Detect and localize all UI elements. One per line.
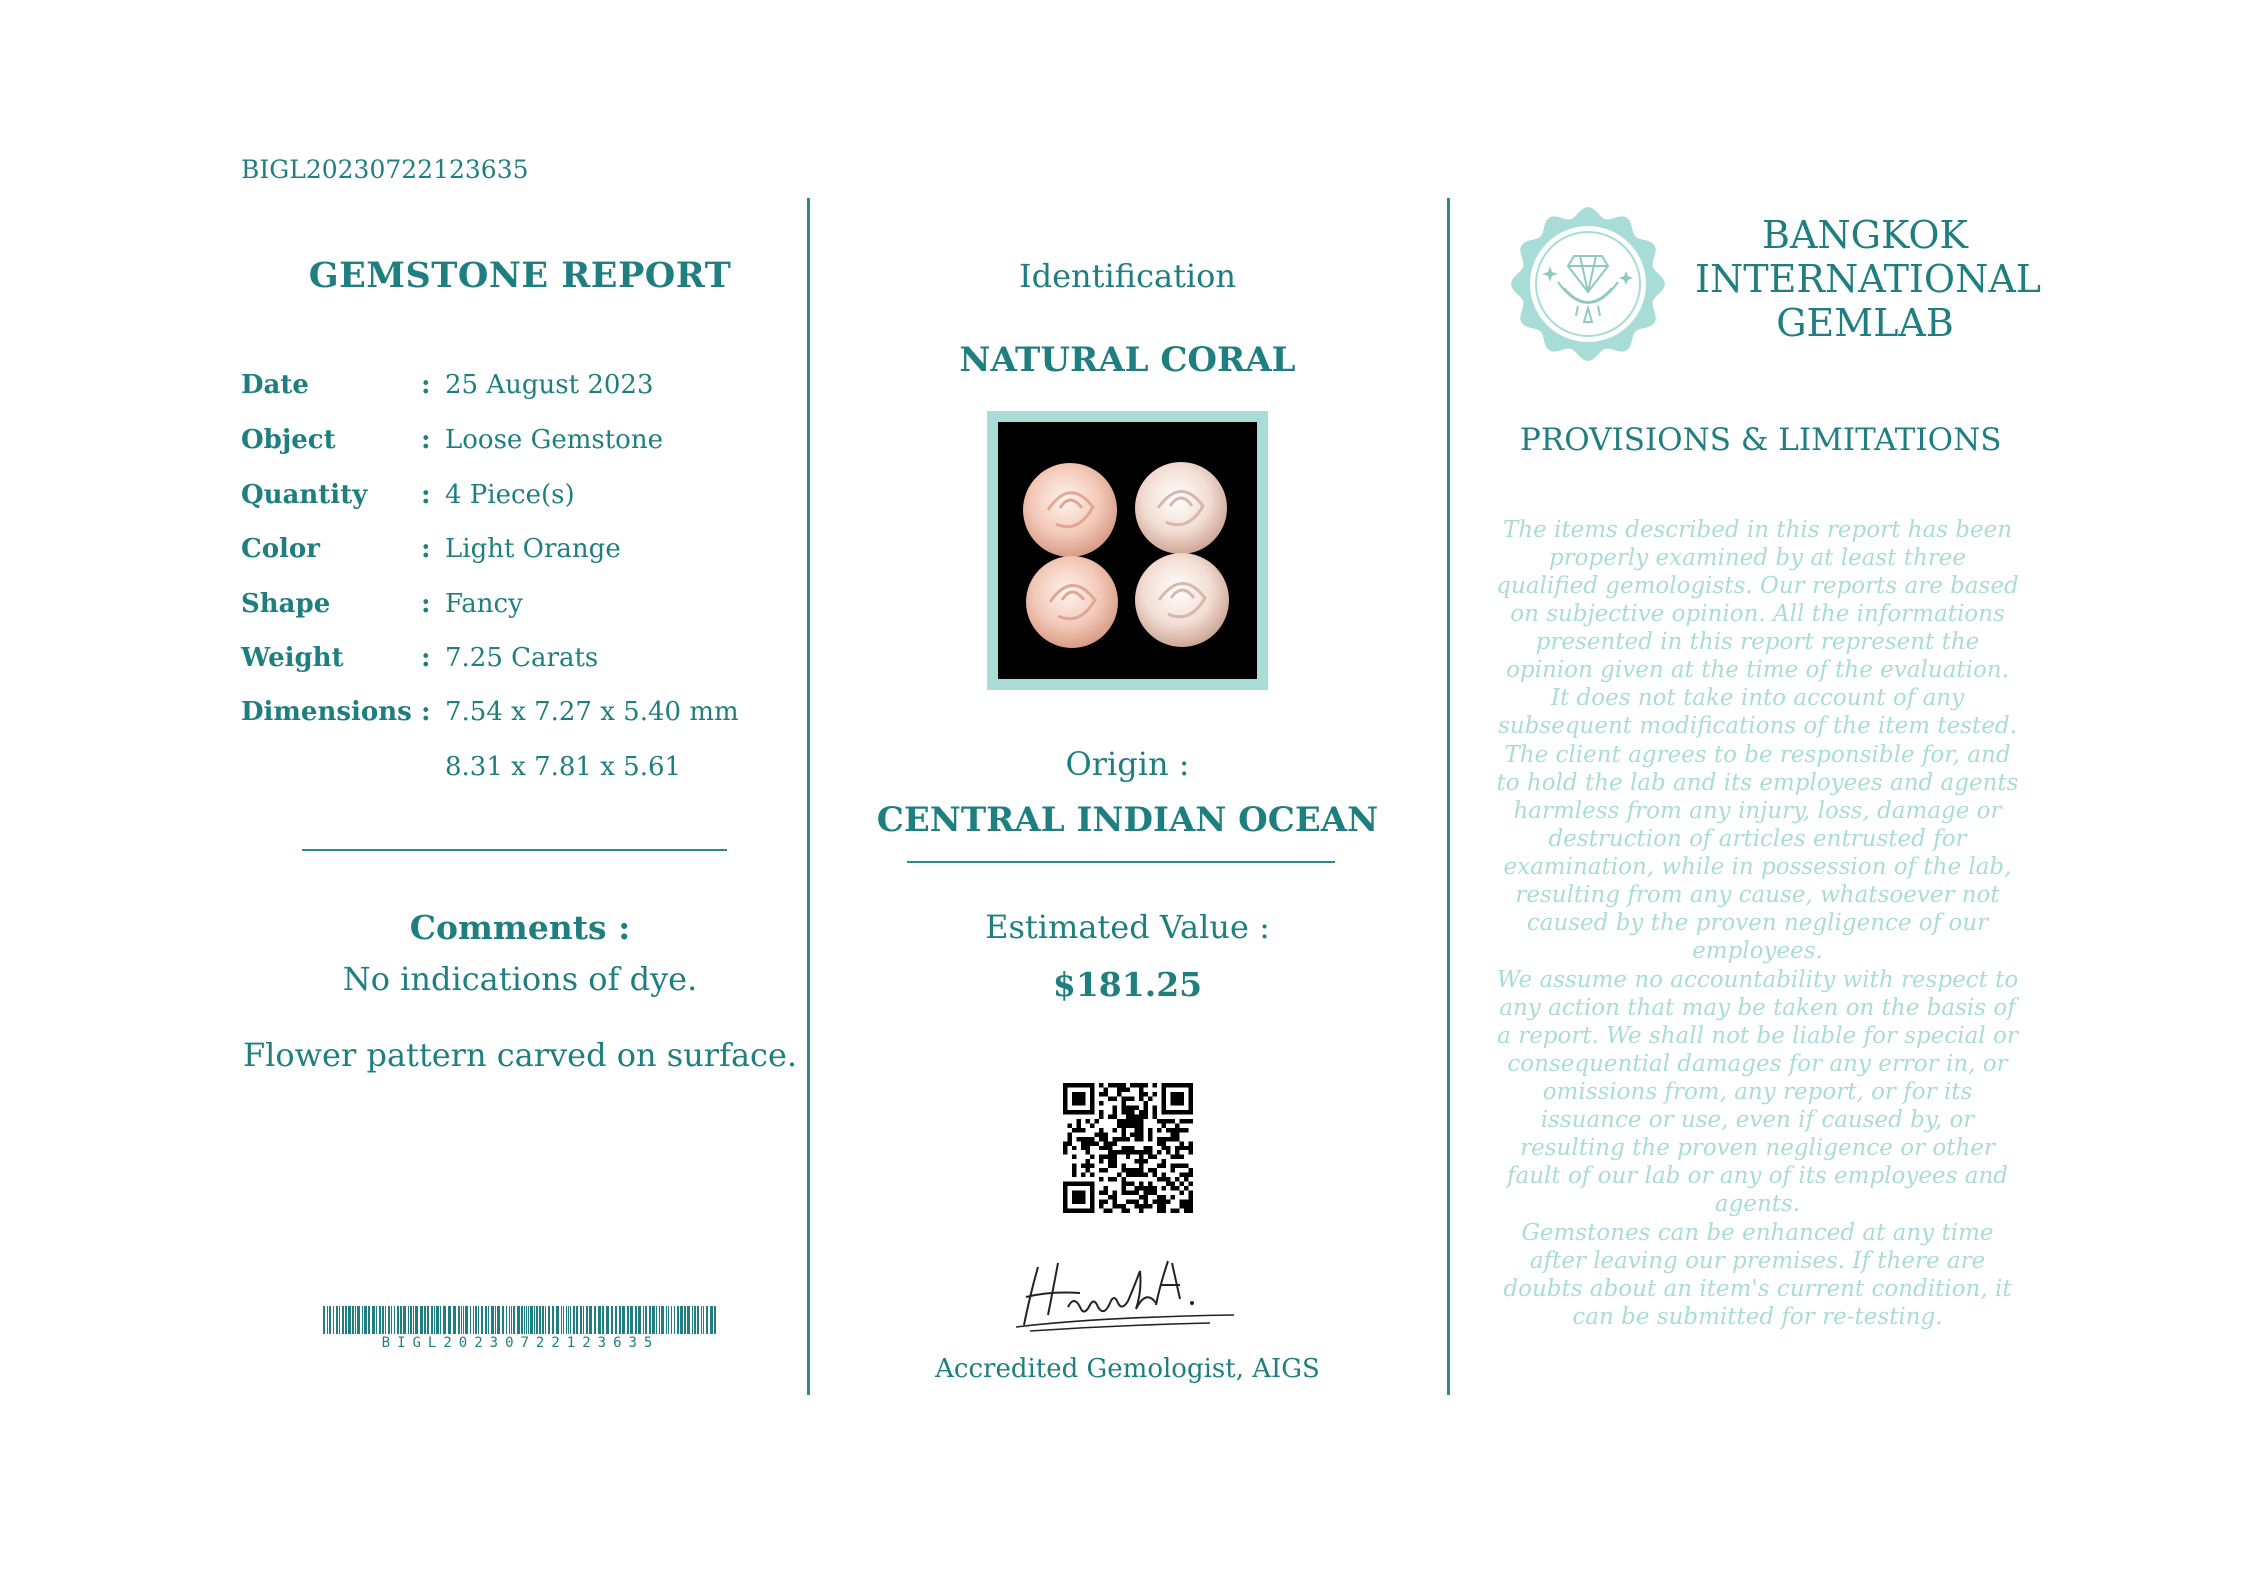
- lab-name-line: GEMLAB: [1776, 301, 1954, 345]
- provisions-title: PROVISIONS & LIMITATIONS: [1520, 422, 2002, 458]
- gemstone-photo-frame: [987, 411, 1268, 690]
- detail-label: Weight: [241, 643, 344, 673]
- detail-label: Shape: [241, 589, 331, 619]
- comments-title: Comments :: [409, 908, 631, 947]
- gem-name: NATURAL CORAL: [959, 340, 1296, 380]
- comment-line: No indications of dye.: [342, 960, 698, 998]
- detail-value: 7.54 x 7.27 x 5.40 mm: [445, 697, 739, 727]
- detail-label: Color: [241, 534, 320, 564]
- detail-value: 7.25 Carats: [445, 643, 599, 673]
- provisions-paragraph: The client agrees to be responsible for, and to hold the lab and its employees and agents harmless from any injury, loss, damage or destruction of articles entrusted for examination, while in possession of the lab, resulting from any cause, whatsoever not caused by the proven negligence of our employees.: [1496, 742, 2019, 964]
- detail-colon: :: [421, 697, 431, 727]
- column-divider-right: [1447, 198, 1450, 1395]
- detail-colon: :: [421, 425, 431, 455]
- lab-name-line: INTERNATIONAL: [1695, 257, 2042, 301]
- provisions-paragraph: The items described in this report has been properly examined by at least three qualified gemologists. Our reports are based on subjective opinion. All the informations presented in this report represent the opinion given at the time of the evaluation. It does not take into account of any subsequent modifications of the item tested.: [1496, 517, 2019, 739]
- detail-value: 25 August 2023: [445, 370, 654, 400]
- qr-code: [1063, 1083, 1193, 1213]
- lab-seal-logo: [1508, 204, 1668, 364]
- detail-colon: :: [421, 480, 431, 510]
- detail-colon: :: [421, 534, 431, 564]
- estimated-value-amount: $181.25: [1052, 965, 1203, 1004]
- origin-value: CENTRAL INDIAN OCEAN: [876, 800, 1379, 840]
- estimated-value-label: Estimated Value :: [985, 908, 1270, 946]
- comment-line: Flower pattern carved on surface.: [242, 1036, 798, 1074]
- coral-roses-image: [998, 422, 1257, 679]
- detail-label: Dimensions: [241, 697, 412, 727]
- detail-value: Fancy: [445, 589, 523, 619]
- rose-top-right: [1135, 462, 1227, 554]
- rose-bottom-left: [1026, 556, 1118, 648]
- rose-top-left: [1023, 463, 1117, 557]
- barcode-text: BIGL20230722123635: [381, 1335, 660, 1351]
- report-title: GEMSTONE REPORT: [308, 255, 732, 296]
- detail-value: Loose Gemstone: [445, 425, 663, 455]
- provisions-paragraph: We assume no accountability with respect to any action that may be taken on the basis of a report. We shall not be liable for special or consequential damages for any error in, or omissions from, any report, or for its issuance or use, even if caused by, or resulting the proven negligence or other fault of our lab or any of its employees and agents.: [1496, 967, 2019, 1217]
- column-divider-left: [807, 198, 810, 1395]
- detail-colon: :: [421, 370, 431, 400]
- lab-name-line: BANGKOK: [1762, 213, 1968, 257]
- detail-colon: :: [421, 643, 431, 673]
- gemologist-title: Accredited Gemologist, AIGS: [935, 1354, 1320, 1384]
- detail-label: Object: [241, 425, 336, 455]
- report-id: BIGL20230722123635: [241, 155, 529, 184]
- gemstone-photo: [998, 422, 1257, 679]
- provisions-paragraph: Gemstones can be enhanced at any time after leaving our premises. If there are doubts about an item's current condition, it can be submitted for re-testing.: [1503, 1220, 2012, 1330]
- origin-label: Origin :: [1065, 745, 1190, 783]
- detail-value: 8.31 x 7.81 x 5.61: [445, 752, 682, 782]
- detail-value: 4 Piece(s): [445, 480, 575, 510]
- lab-name: [1695, 213, 2042, 345]
- signature: [1010, 1255, 1240, 1335]
- detail-value: Light Orange: [445, 534, 621, 564]
- detail-label: Date: [241, 370, 309, 400]
- divider-line: [907, 861, 1335, 863]
- detail-label: Quantity: [241, 480, 368, 510]
- divider-line: [302, 849, 727, 851]
- detail-colon: :: [421, 589, 431, 619]
- identification-label: Identification: [1018, 257, 1237, 295]
- rose-bottom-right: [1135, 553, 1229, 647]
